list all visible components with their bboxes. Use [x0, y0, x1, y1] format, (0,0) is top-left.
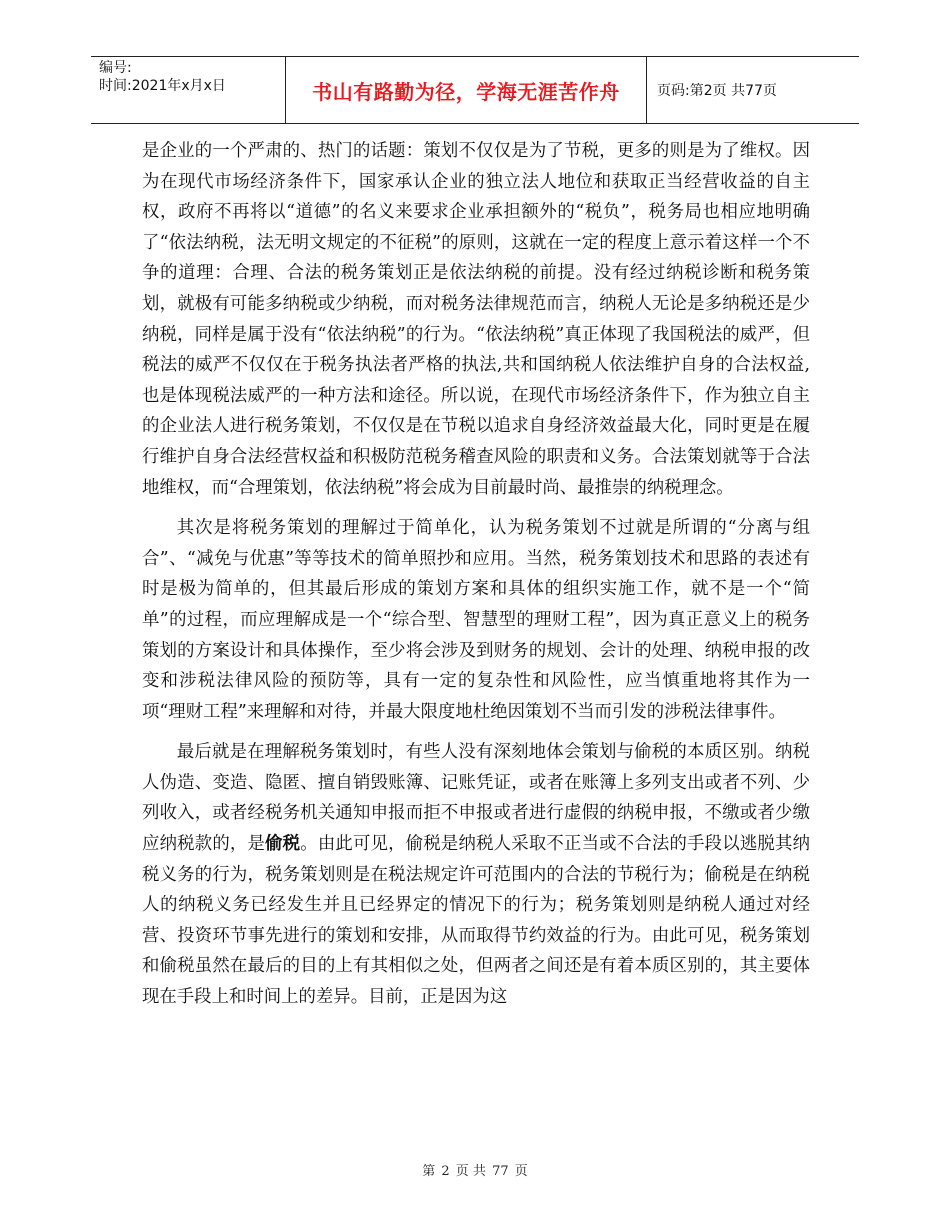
paragraph-3	[142, 737, 810, 1012]
page-header	[91, 56, 859, 124]
document-time-label: 时间:2021年x月x日	[99, 78, 226, 94]
footer-mid: 页 共	[455, 1164, 486, 1179]
page-footer	[0, 1160, 950, 1179]
document-body	[142, 136, 810, 1013]
footer-suffix: 页	[514, 1164, 528, 1179]
footer-total-pages: 77	[492, 1164, 509, 1179]
paragraph-3-text-a: 最后就是在理解税务策划时，有些人没有深刻地体会策划与偷税的本质区别。纳税人伪造、变造、隐匿、擅自销毁账簿、记账凭证，或者在账簿上多列支出或者不列、少列收入，或者经税务机关通知申报而拒不申报或者进行虚假的纳税申报，不缴或者少缴应纳税款的，是	[142, 742, 810, 855]
footer-page-number: 2	[441, 1164, 450, 1179]
document-number-label: 编号:	[99, 60, 132, 76]
header-motto: 书山有路勤为径，学海无涯苦作舟	[285, 57, 647, 123]
paragraph-1: 是企业的一个严肃的、热门的话题：策划不仅仅是为了节税，更多的则是为了维权。因为在现代市场经济条件下，国家承认企业的独立法人地位和获取正当经营收益的自主权，政府不再将以“道德”的名义来要求企业承担额外的“税负”，税务局也相应地明确了“依法纳税，法无明文规定的不征税”的原则，这就在一定的程度上意示着这样一个不争的道理：合理、合法的税务策划正是依法纳税的前提。没有经过纳税诊断和税务策划，就极有可能多纳税或少纳税，而对税务法律规范而言，纳税人无论是多纳税还是少纳税，同样是属于没有“依法纳税”的行为。“依法纳税”真正体现了我国税法的威严，但税法的威严不仅仅在于税务执法者严格的执法,共和国纳税人依法维护自身的合法权益,也是体现税法威严的一种方法和途径。所以说，在现代市场经济条件下，作为独立自主的企业法人进行税务策划，不仅仅是在节税以追求自身经济效益最大化，同时更是在履行维护自身合法经营权益和积极防范税务稽查风险的职责和义务。合法策划就等于合法地维权，而“合理策划，依法纳税”将会成为目前最时尚、最推崇的纳税理念。	[142, 141, 810, 498]
header-page-info: 页码:第2页 共77页	[657, 83, 777, 99]
paragraph-2: 其次是将税务策划的理解过于简单化，认为税务策划不过就是所谓的“分离与组合”、“减免与优惠”等等技术的简单照抄和应用。当然，税务策划技术和思路的表述有时是极为简单的，但其最后形成的策划方案和具体的组织实施工作，就不是一个“简单”的过程，而应理解成是一个“综合型、智慧型的理财工程”，因为真正意义上的税务策划的方案设计和具体操作，至少将会涉及到财务的规划、会计的处理、纳税申报的改变和涉税法律风险的预防等，具有一定的复杂性和风险性，应当慎重地将其作为一项“理财工程”来理解和对待，并最大限度地杜绝因策划不当而引发的涉税法律事件。	[142, 518, 810, 722]
paragraph-3-text-b: 。由此可见，偷税是纳税人采取不正当或不合法的手段以逃脱其纳税义务的行为，税务策划则是在税法规定许可范围内的合法的节税行为；偷税是在纳税人的纳税义务已经发生并且已经界定的情况下的行为；税务策划则是纳税人通过对经营、投资环节事先进行的策划和安排，从而取得节约效益的行为。由此可见，税务策划和偷税虽然在最后的目的上有其相似之处，但两者之间还是有着本质区别的，其主要体现在手段上和时间上的差异。目前，正是因为这	[142, 834, 810, 1008]
footer-prefix: 第	[422, 1164, 436, 1179]
header-meta	[91, 57, 285, 123]
bold-term-tax-evasion: 偷税	[265, 834, 301, 855]
